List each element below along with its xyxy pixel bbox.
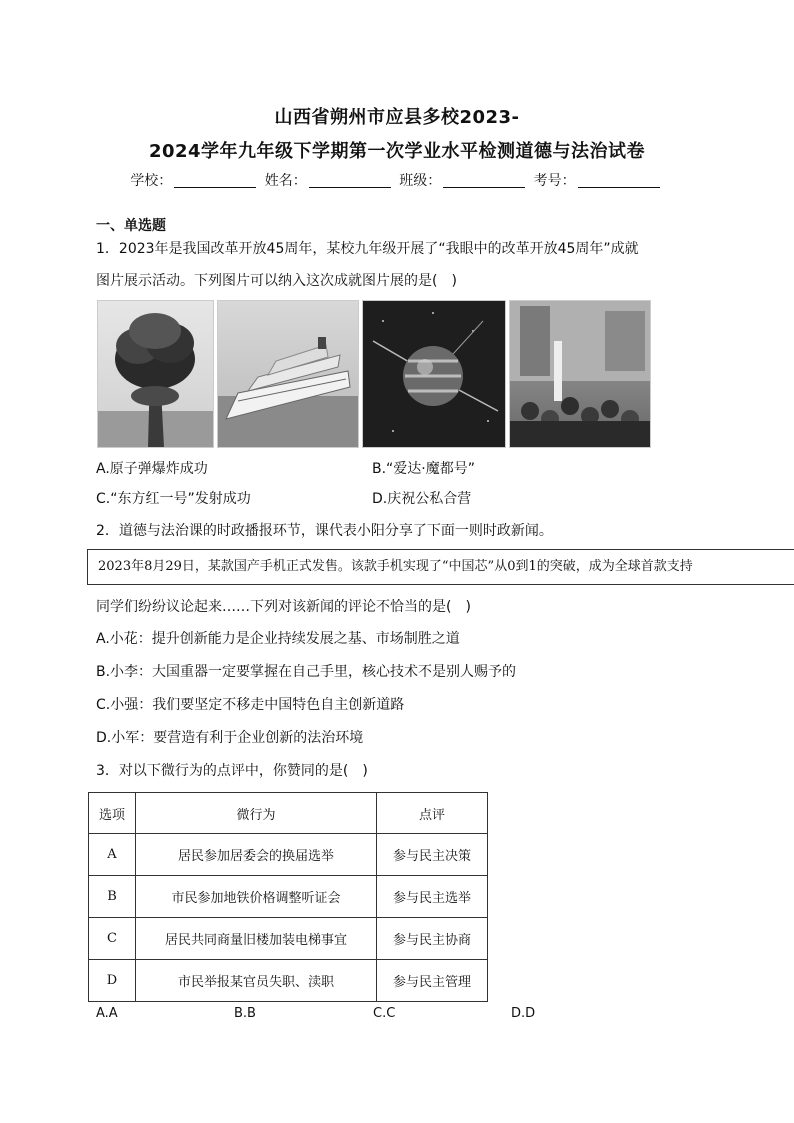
class-blank[interactable] [443,173,525,188]
q3-stem: 3．对以下微行为的点评中，你赞同的是( ) [96,763,368,779]
q1-option-c[interactable]: C.“东方红一号”发射成功 [96,491,251,507]
name-blank[interactable] [309,173,391,188]
q2-option-d[interactable]: D.小军：要营造有利于企业创新的法治环境 [96,730,364,746]
exam-title-line1: 山西省朔州市应县多校2023- [274,107,520,128]
table-cell: C [89,918,136,960]
q2-stem: 2．道德与法治课的时政播报环节，课代表小阳分享了下面一则时政新闻。 [96,523,553,539]
table-cell: 参与民主选举 [377,876,488,918]
q1-option-d[interactable]: D.庆祝公私合营 [372,491,472,507]
school-label: 学校： [130,173,173,189]
name-label: 姓名： [264,173,307,189]
table-header-row [89,793,488,834]
exam-title-line2: 2024学年九年级下学期第一次学业水平检测道德与法治试卷 [148,141,646,162]
table-cell: 参与民主协商 [377,918,488,960]
q3-option-a[interactable]: A.A [96,1006,118,1021]
table-header-cell: 点评 [377,793,488,834]
q2-news-box: 2023年8月29日，某款国产手机正式发售。该款手机实现了“中国芯”从0到1的突破，成为全球首款支持 [87,549,794,585]
q1-stem-line1: 1．2023年是我国改革开放45周年，某校九年级开展了“我眼中的改革开放45周年”成就 [96,241,639,257]
table-cell: B [89,876,136,918]
table-cell: 居民共同商量旧楼加装电梯事宜 [136,918,377,960]
table-row [89,918,488,960]
table-cell: 市民举报某官员失职、渎职 [136,960,377,1002]
atomic-bomb-photo [97,300,214,448]
cruise-ship-photo [217,300,359,448]
q2-option-c[interactable]: C.小强：我们要坚定不移走中国特色自主创新道路 [96,697,405,713]
q1-option-a[interactable]: A.原子弹爆炸成功 [96,461,208,477]
q2-option-a[interactable]: A.小花：提升创新能力是企业持续发展之基、市场制胜之道 [96,631,460,647]
table-header-cell: 选项 [89,793,136,834]
school-blank[interactable] [174,173,256,188]
q2-option-b[interactable]: B.小李：大国重器一定要掌握在自己手里，核心技术不是别人赐予的 [96,664,517,680]
exam-no-label: 考号： [533,173,576,189]
q3-option-b[interactable]: B.B [234,1006,256,1021]
table-cell: 居民参加居委会的换届选举 [136,834,377,876]
public-private-partnership-photo [509,300,651,448]
satellite-photo [362,300,506,448]
q1-option-b[interactable]: B.“爱达·魔都号” [372,461,476,477]
table-cell: D [89,960,136,1002]
table-header-cell: 微行为 [136,793,377,834]
table-cell: 参与民主决策 [377,834,488,876]
q1-stem-line2: 图片展示活动。下列图片可以纳入这次成就图片展的是( ) [96,273,457,289]
q3-table [88,792,488,1002]
q3-option-d[interactable]: D.D [511,1006,536,1021]
exam-no-blank[interactable] [578,173,660,188]
table-row [89,876,488,918]
class-label: 班级： [399,173,442,189]
q2-follow: 同学们纷纷议论起来……下列对该新闻的评论不恰当的是( ) [96,599,471,615]
section-heading: 一、单选题 [96,218,166,234]
q3-option-c[interactable]: C.C [373,1006,396,1021]
table-cell: 市民参加地铁价格调整听证会 [136,876,377,918]
table-cell: A [89,834,136,876]
table-cell: 参与民主管理 [377,960,488,1002]
student-info-row [0,170,794,190]
table-row [89,834,488,876]
table-row [89,960,488,1002]
